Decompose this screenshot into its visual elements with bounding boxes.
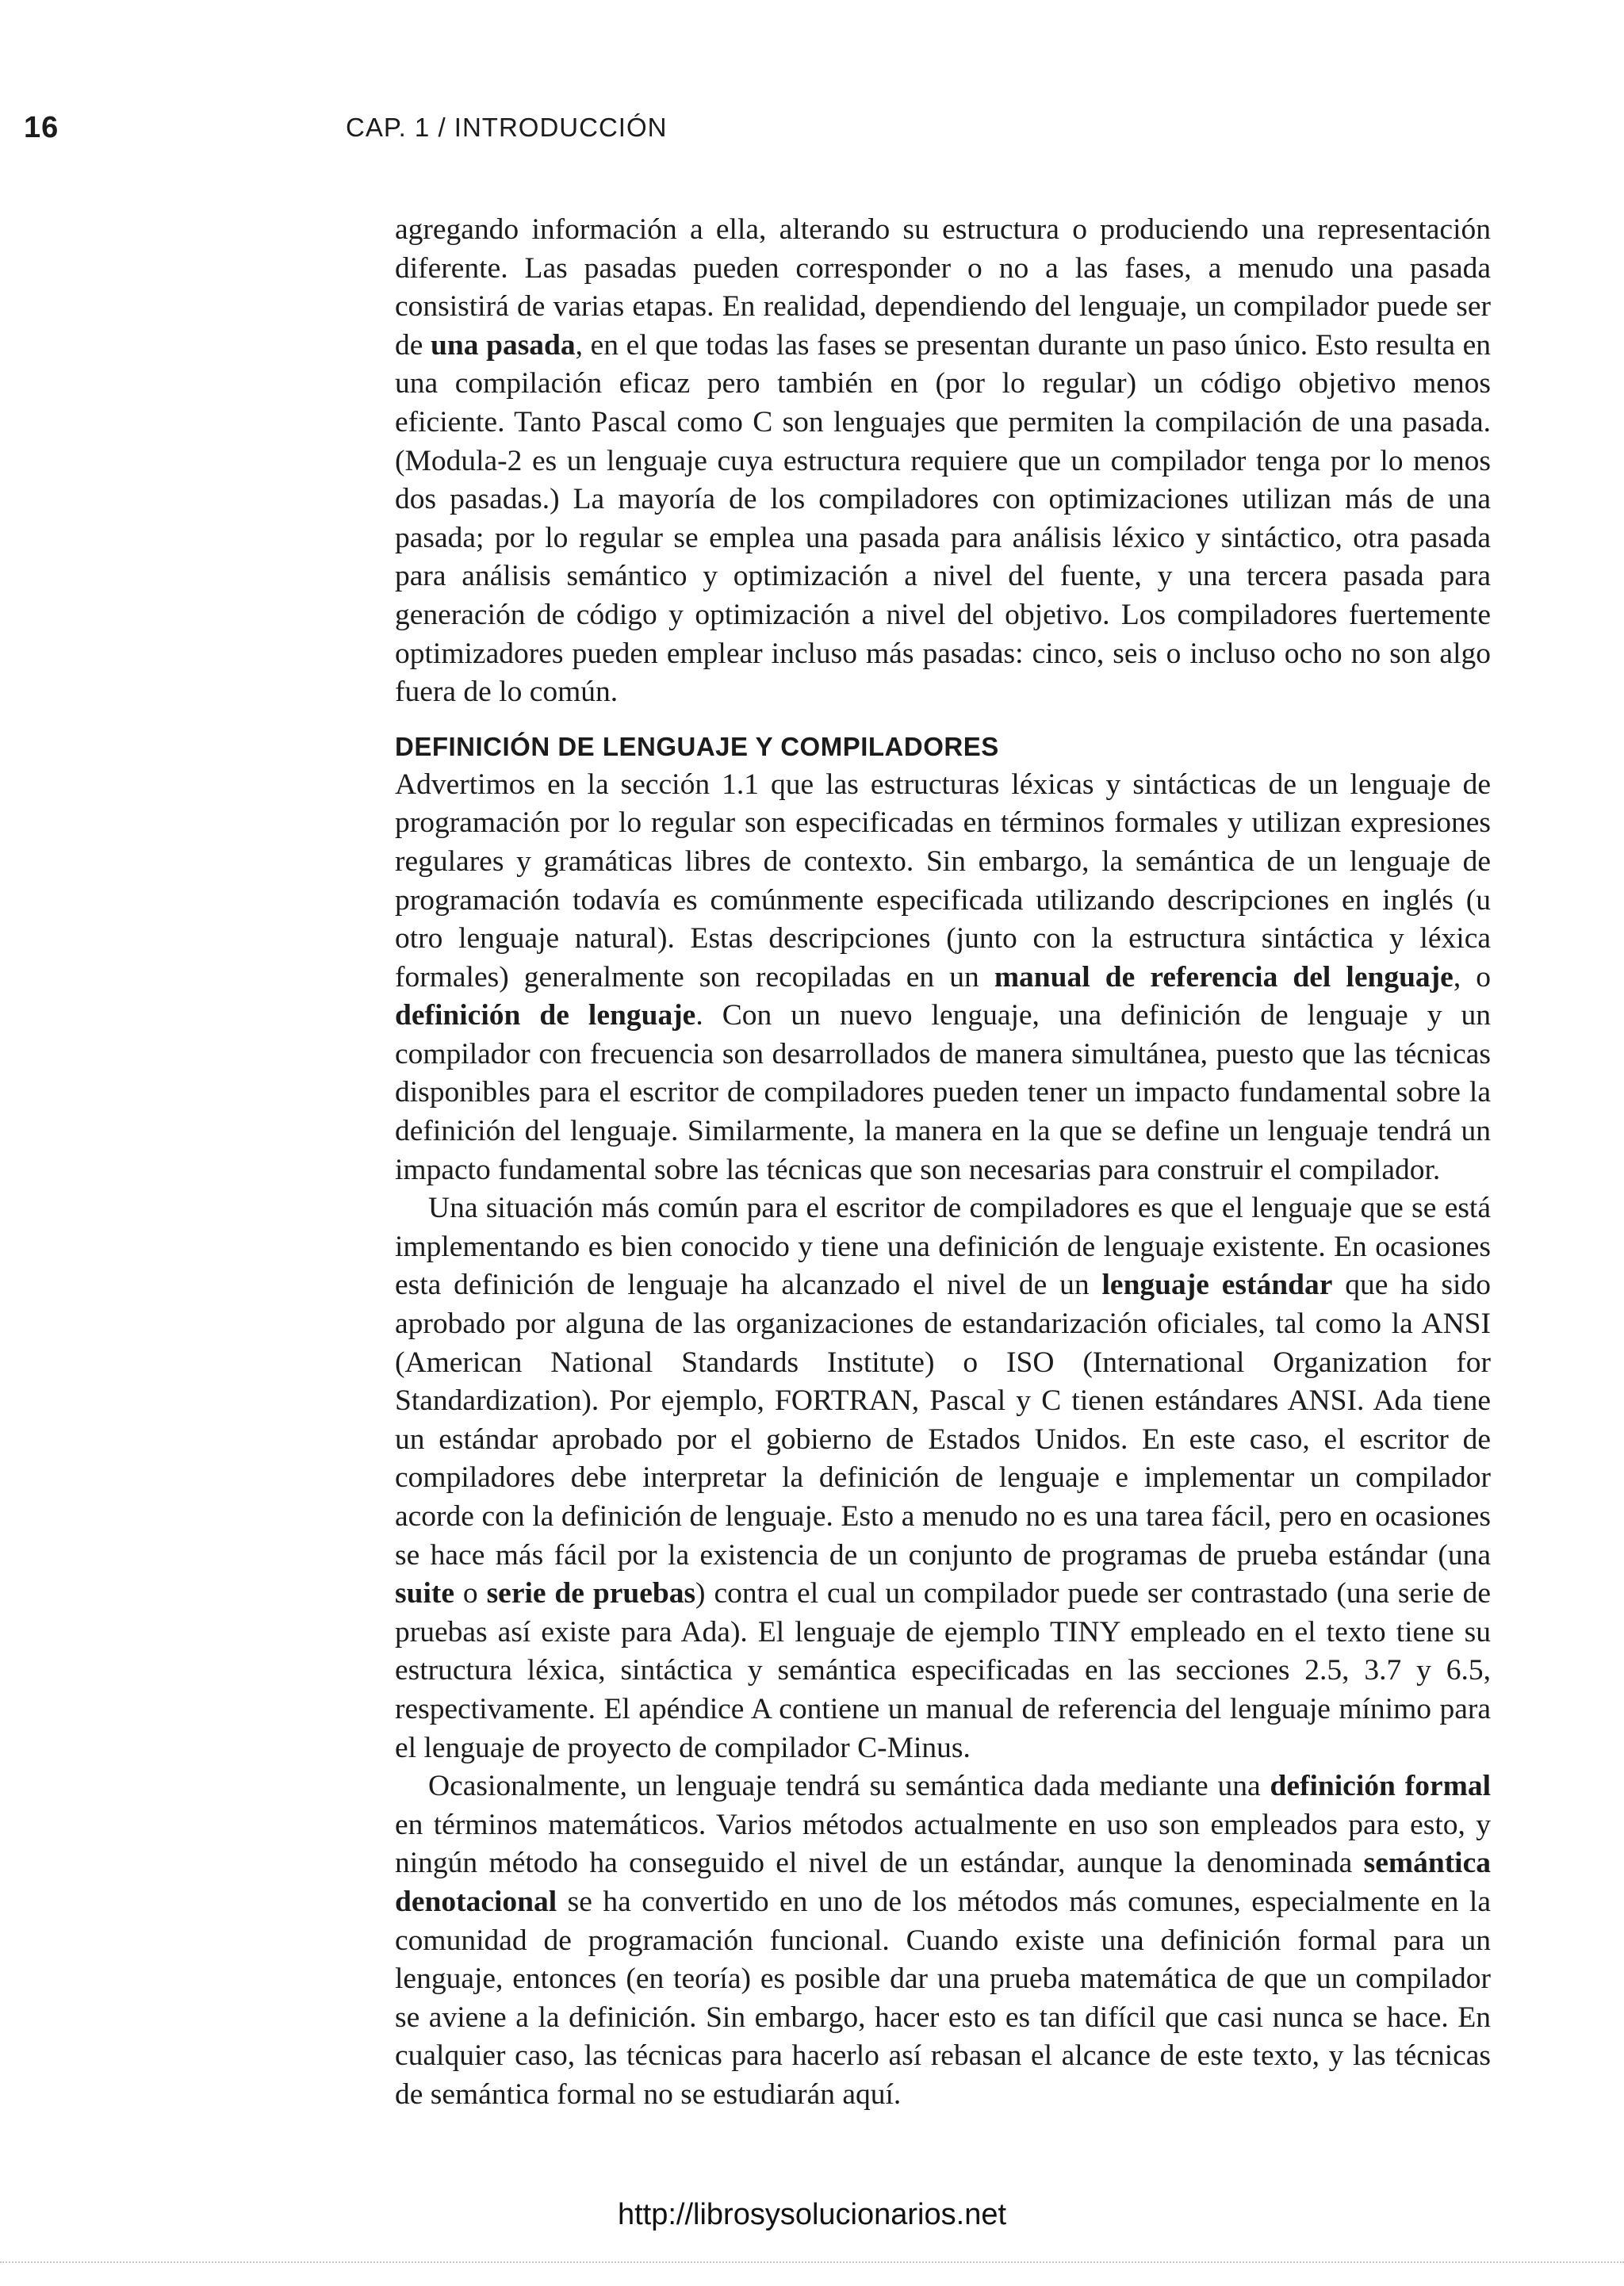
paragraph-3-text: Una situación más común para el escritor de compiladores es que el lenguaje que se está implementando es bien conocido y tiene una definición de lenguaje existente. En ocasiones esta definición de lenguaje ha alcanzado el nivel de un	[395, 1192, 1491, 1302]
paragraph-2-text: . Con un nuevo lenguaje, una definición de lenguaje y un compilador con frecuencia son desarrollados de manera simultánea, puesto que las técnicas disponibles para el escritor de compiladores pueden tener un impacto fundamental sobre la definición del lenguaje. Similarmente, la manera en la que se define un lenguaje tendrá un impacto fundamental sobre las técnicas que son necesarias para construir el compilador.	[395, 999, 1491, 1186]
paragraph-1-text: , en el que todas las fases se presentan durante un paso único. Esto resulta en una compilación eficaz pero también en (por lo regular) un código objetivo menos eficiente. Tanto Pascal como C son lenguajes que permiten la compilación de una pasada. (Modula-2 es un lenguaje cuya estructura requiere que un compilador tenga por lo menos dos pasadas.) La mayoría de los compiladores con optimizaciones utilizan más de una pasada; por lo regular se emplea una pasada para análisis léxico y sintáctico, otra pasada para análisis semántico y optimización a nivel del fuente, y una tercera pasada para generación de código y optimización a nivel del objetivo. Los compiladores fuertemente optimizadores pueden emplear incluso más pasadas: cinco, seis o incluso ocho no son algo fuera de lo común.	[395, 328, 1491, 709]
paragraph-2-text: , o	[1453, 960, 1492, 994]
paragraph-3-text: que ha sido aprobado por alguna de las organizaciones de estandarización oficiales, tal como la ANSI (American National Standards Institute) o ISO (International Organization for Standardization). Por ejemplo, FORTRAN, Pascal y C tienen estándares ANSI. Ada tiene un estándar aprobado por el gobierno de Estados Unidos. En este caso, el escritor de compiladores debe interpretar la definición de lenguaje e implementar un compilador acorde con la definición de lenguaje. Esto a menudo no es una tarea fácil, pero en ocasiones se hace más fácil por la existencia de un conjunto de programas de prueba estándar (una	[395, 1269, 1491, 1572]
scan-artifact-line	[0, 2261, 1624, 2263]
paragraph-3	[395, 1189, 1491, 1767]
term-serie-de-pruebas: serie de pruebas	[486, 1577, 696, 1610]
term-definicion-de-lenguaje: definición de lenguaje	[395, 999, 696, 1032]
paragraph-4	[395, 1767, 1491, 2114]
term-suite: suite	[395, 1577, 454, 1610]
body-text	[395, 211, 1491, 2115]
paragraph-3-text: ) contra el cual un compilador puede ser contrastado (una serie de pruebas así existe para Ada). El lenguaje de ejemplo TINY empleado en el texto tiene su estructura léxica, sintáctica y semántica especificadas en las secciones 2.5, 3.7 y 6.5, respectivamente. El apéndice A contiene un manual de referencia del lenguaje mínimo para el lenguaje de proyecto de compilador C-Minus.	[395, 1577, 1491, 1764]
paragraph-3-text: o	[454, 1577, 487, 1610]
paragraph-2	[395, 766, 1491, 1190]
paragraph-1-text: agregando información a ella, alterando su estructura o produciendo una representación diferente. Las pasadas pueden corresponder o no a las fases, a menudo una pasada consistirá de varias etapas. En realidad, dependiendo del lenguaje, un compilador puede ser de	[395, 213, 1491, 362]
section-heading: DEFINICIÓN DE LENGUAJE Y COMPILADORES	[395, 731, 999, 761]
term-una-pasada: una pasada	[431, 328, 576, 362]
paragraph-4-text: Ocasionalmente, un lenguaje tendrá su semántica dada mediante una	[428, 1770, 1270, 1803]
term-definicion-formal: definición formal	[1270, 1770, 1491, 1803]
page-number: 16	[24, 111, 59, 144]
paragraph-1	[395, 211, 1491, 712]
paragraph-2-text: Advertimos en la sección 1.1 que las estructuras léxicas y sintácticas de un lenguaje de programación por lo regular son especificadas en términos formales y utilizan expresiones regulares y gramáticas libres de contexto. Sin embargo, la semántica de un lenguaje de programación todavía es comúnmente especificada utilizando descripciones en inglés (u otro lenguaje natural). Estas descripciones (junto con la estructura sintáctica y léxica formales) generalmente son recopiladas en un	[395, 768, 1491, 994]
footer-url: http://librosysolucionarios.net	[617, 2198, 1007, 2231]
paragraph-4-text: en términos matemáticos. Varios métodos actualmente en uso son empleados para esto, y ningún método ha conseguido el nivel de un estándar, aunque la denominada	[395, 1808, 1491, 1880]
running-head: CAP. 1 / INTRODUCCIÓN	[346, 113, 668, 142]
term-lenguaje-estandar: lenguaje estándar	[1101, 1269, 1333, 1302]
term-manual-de-referencia: manual de referencia del lenguaje	[994, 960, 1454, 994]
paragraph-4-text: se ha convertido en uno de los métodos más comunes, especialmente en la comunidad de programación funcional. Cuando existe una definición formal para un lenguaje, entonces (en teoría) es posible dar una prueba matemática de que un compilador se aviene a la definición. Sin embargo, hacer esto es tan difícil que casi nunca se hace. En cualquier caso, las técnicas para hacerlo así rebasan el alcance de este texto, y las técnicas de semántica formal no se estudiarán aquí.	[395, 1885, 1491, 2111]
term-semantica-denotacional: semántica denotacional	[395, 1847, 1491, 1918]
